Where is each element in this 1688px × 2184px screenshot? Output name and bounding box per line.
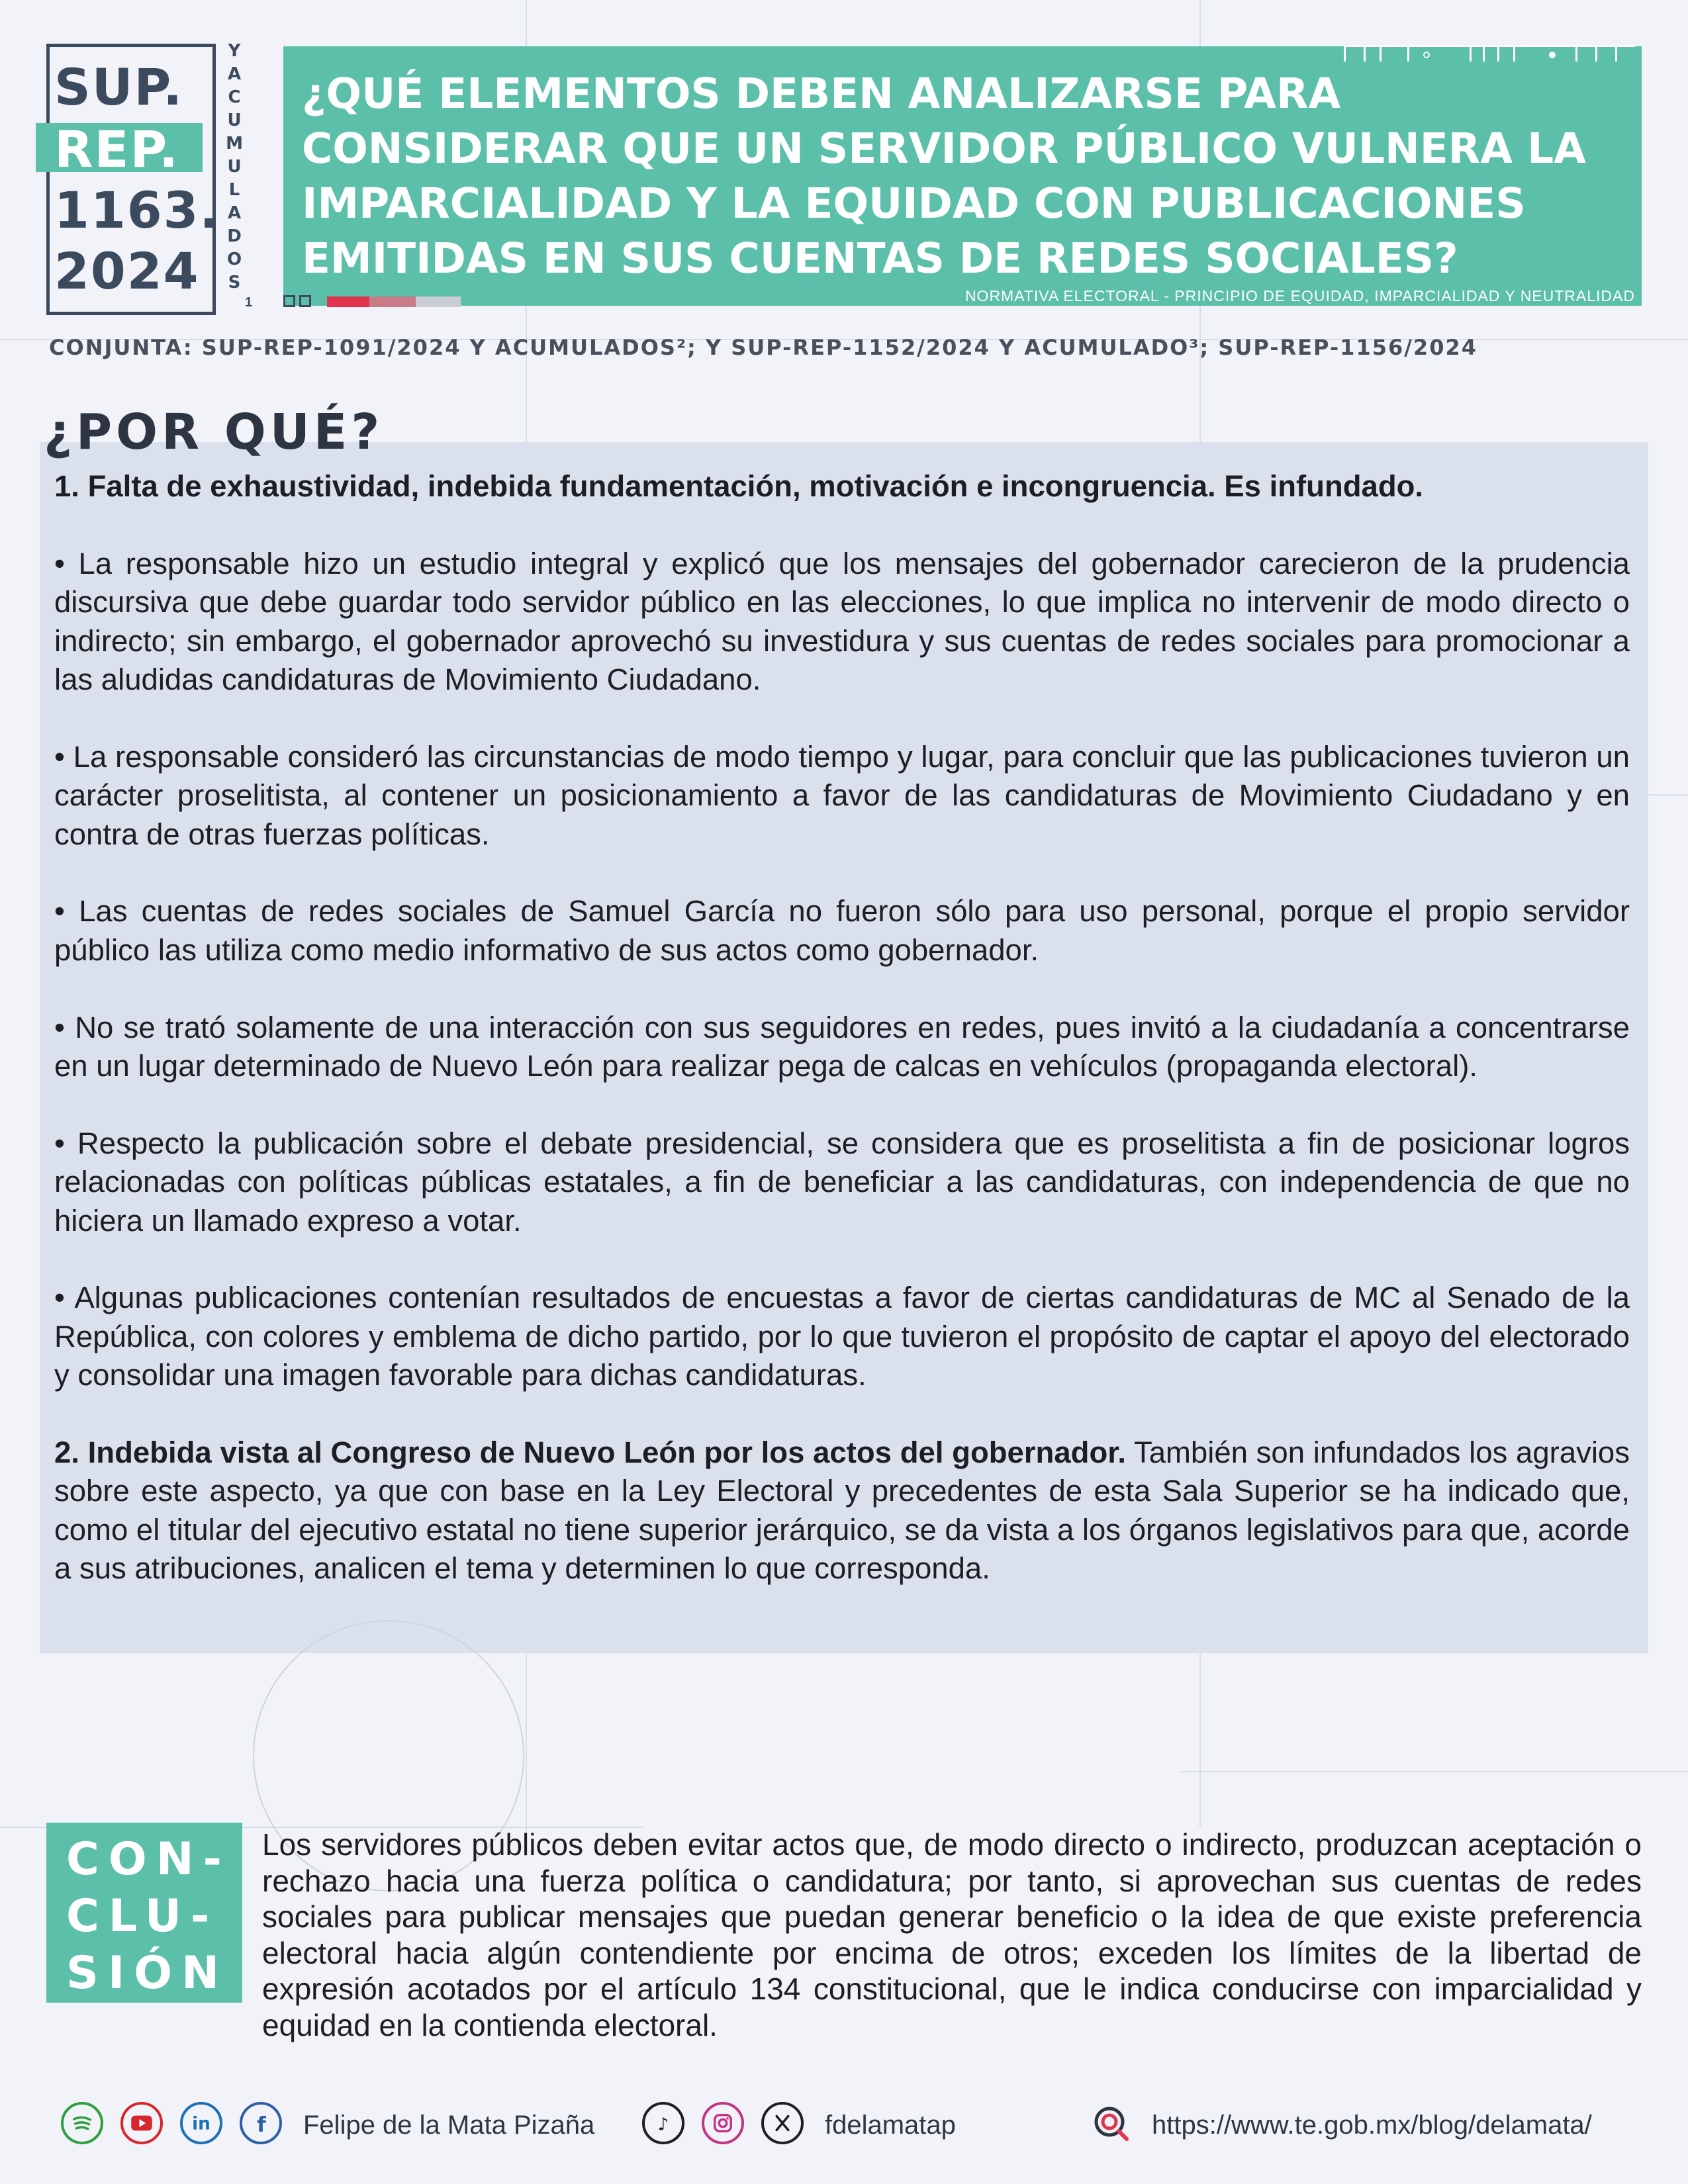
vertical-acumulados: Y A C U M U L A D O S bbox=[226, 41, 243, 293]
youtube-icon[interactable] bbox=[120, 2102, 163, 2144]
page-title: ¿QUÉ ELEMENTOS DEBEN ANALIZARSE PARA CONSIDERAR QUE UN SERVIDOR PÚBLICO VULNERA LA IMPARCIALIDAD Y LA EQUIDAD CON PUBLICACIONES EMITIDAS EN SUS CUENTAS DE REDES SOCIALES? bbox=[302, 69, 1586, 283]
point-2-text: También son infundados los agravios sobre este aspecto, ya que con base en la Ley Electoral y precedentes de esta Sala Superior se ha indicado que, como el titular del ejecutivo estatal no tiene superior jerárquico, se da vista a los órganos legislativos para que, acorde a sus atribuciones, analicen el tema y determinen lo que corresponda. bbox=[54, 1435, 1630, 1586]
conclusion-text: Los servidores públicos deben evitar actos que, de modo directo o indirecto, produzcan aceptación o rechazo hacia una fuerza política o candidatura; por tanto, si aprovechan sus cuentas de redes sociales para publicar mensajes que puedan generar beneficio o la idea de que existe preferencia electoral hacia algún contendiente por encima de otros; exceden los límites de la libertad de expresión acotados por el artículo 134 constitucional, que le indica conducirse con imparcialidad y equidad en la contienda electoral. bbox=[262, 1827, 1642, 2042]
svg-text:in: in bbox=[192, 2114, 211, 2134]
linkedin-icon[interactable] bbox=[180, 2102, 222, 2144]
bullet-paragraph: • La responsable consideró las circunstancias de modo tiempo y lugar, para concluir que las publicaciones tuvieron un carácter proselitista, al contener un posicionamiento a favor de las candidaturas de Movimiento Ciudadano y en contra de otras fuerzas políticas. bbox=[54, 739, 1630, 851]
bullet-paragraph: • Las cuentas de redes sociales de Samuel García no fueron sólo para uso personal, porque el propio servidor público las utiliza como medio informativo de sus actos como gobernador. bbox=[54, 894, 1630, 967]
author-name: Felipe de la Mata Pizaña bbox=[303, 2111, 595, 2140]
x-icon[interactable] bbox=[761, 2102, 804, 2144]
point-2-paragraph bbox=[54, 1433, 1630, 1588]
bullet-paragraph: • Algunas publicaciones contenían resultados de encuestas a favor de ciertas candidaturas de MC al Senado de la República, con colores y emblema de dicho partido, por lo que tuvieron el propósito de captar el apoyo del electorado y consolidar una imagen favorable para dichas candidaturas. bbox=[54, 1281, 1630, 1392]
case-line-3: 1163. bbox=[54, 181, 220, 240]
joint-cases-line: CONJUNTA: SUP-REP-1091/2024 Y ACUMULADOS²; Y SUP-REP-1152/2024 Y ACUMULADO³; SUP-REP-1156/2024 bbox=[49, 335, 1477, 360]
square-decoration bbox=[299, 295, 311, 307]
spotify-icon[interactable] bbox=[61, 2102, 103, 2144]
conclusion-label-line: SIÓN bbox=[66, 1947, 228, 1999]
footnote-mark: 1 bbox=[245, 295, 253, 310]
why-heading: ¿POR QUÉ? bbox=[44, 404, 384, 461]
title-subtitle: NORMATIVA ELECTORAL - PRINCIPIO DE EQUIDAD, IMPARCIALIDAD Y NEUTRALIDAD bbox=[964, 287, 1635, 304]
why-body bbox=[54, 467, 1630, 1627]
point-1-heading: 1. Falta de exhaustividad, indebida fundamentación, motivación e incongruencia. Es infundado. bbox=[54, 469, 1424, 503]
svg-text:f: f bbox=[257, 2113, 266, 2137]
case-line-4: 2024 bbox=[54, 242, 200, 300]
blog-link[interactable]: https://www.te.gob.mx/blog/delamata/ bbox=[1152, 2111, 1592, 2140]
conclusion-label-line: CLU- bbox=[66, 1890, 219, 1942]
bullet-paragraph: • No se trató solamente de una interacción con sus seguidores en redes, pues invitó a la ciudadanía a concentrarse en un lugar determinado de Nuevo León para realizar pega de calcas en vehículos (propaganda electoral). bbox=[54, 1010, 1630, 1083]
facebook-icon[interactable] bbox=[240, 2102, 282, 2144]
bar-decoration bbox=[369, 296, 416, 307]
social-handle: fdelamatap bbox=[825, 2111, 956, 2140]
case-line-2: REP. bbox=[54, 120, 180, 179]
square-decoration bbox=[283, 295, 295, 307]
decor-line bbox=[1181, 1771, 1688, 1772]
tiktok-icon[interactable] bbox=[642, 2102, 684, 2144]
ruler-decoration bbox=[1344, 45, 1635, 63]
bullet-paragraph: • Respecto la publicación sobre el debate presidencial, se considera que es proselitista a fin de posicionar logros relacionadas con políticas públicas estatales, a fin de beneficiar a las candidaturas, con independencia de que no hiciera un llamado expreso a votar. bbox=[54, 1126, 1630, 1238]
bullet-paragraph: • La responsable hizo un estudio integral y explicó que los mensajes del gobernador carecieron de la prudencia discursiva que debe guardar todo servidor público en las elecciones, lo que implica no intervenir de modo directo o indirecto; sin embargo, el gobernador aprovechó su investidura y sus cuentas de redes sociales para promocionar a las aludidas candidaturas de Movimiento Ciudadano. bbox=[54, 546, 1630, 697]
bar-decoration bbox=[327, 296, 369, 307]
instagram-icon[interactable] bbox=[702, 2102, 744, 2144]
bar-decoration bbox=[416, 296, 461, 307]
case-line-1: SUP. bbox=[54, 58, 184, 116]
point-2-heading: 2. Indebida vista al Congreso de Nuevo León por los actos del gobernador. bbox=[54, 1435, 1127, 1470]
search-icon[interactable] bbox=[1090, 2102, 1132, 2144]
conclusion-label-line: CON- bbox=[66, 1833, 231, 1886]
svg-text:♪: ♪ bbox=[657, 2115, 669, 2135]
